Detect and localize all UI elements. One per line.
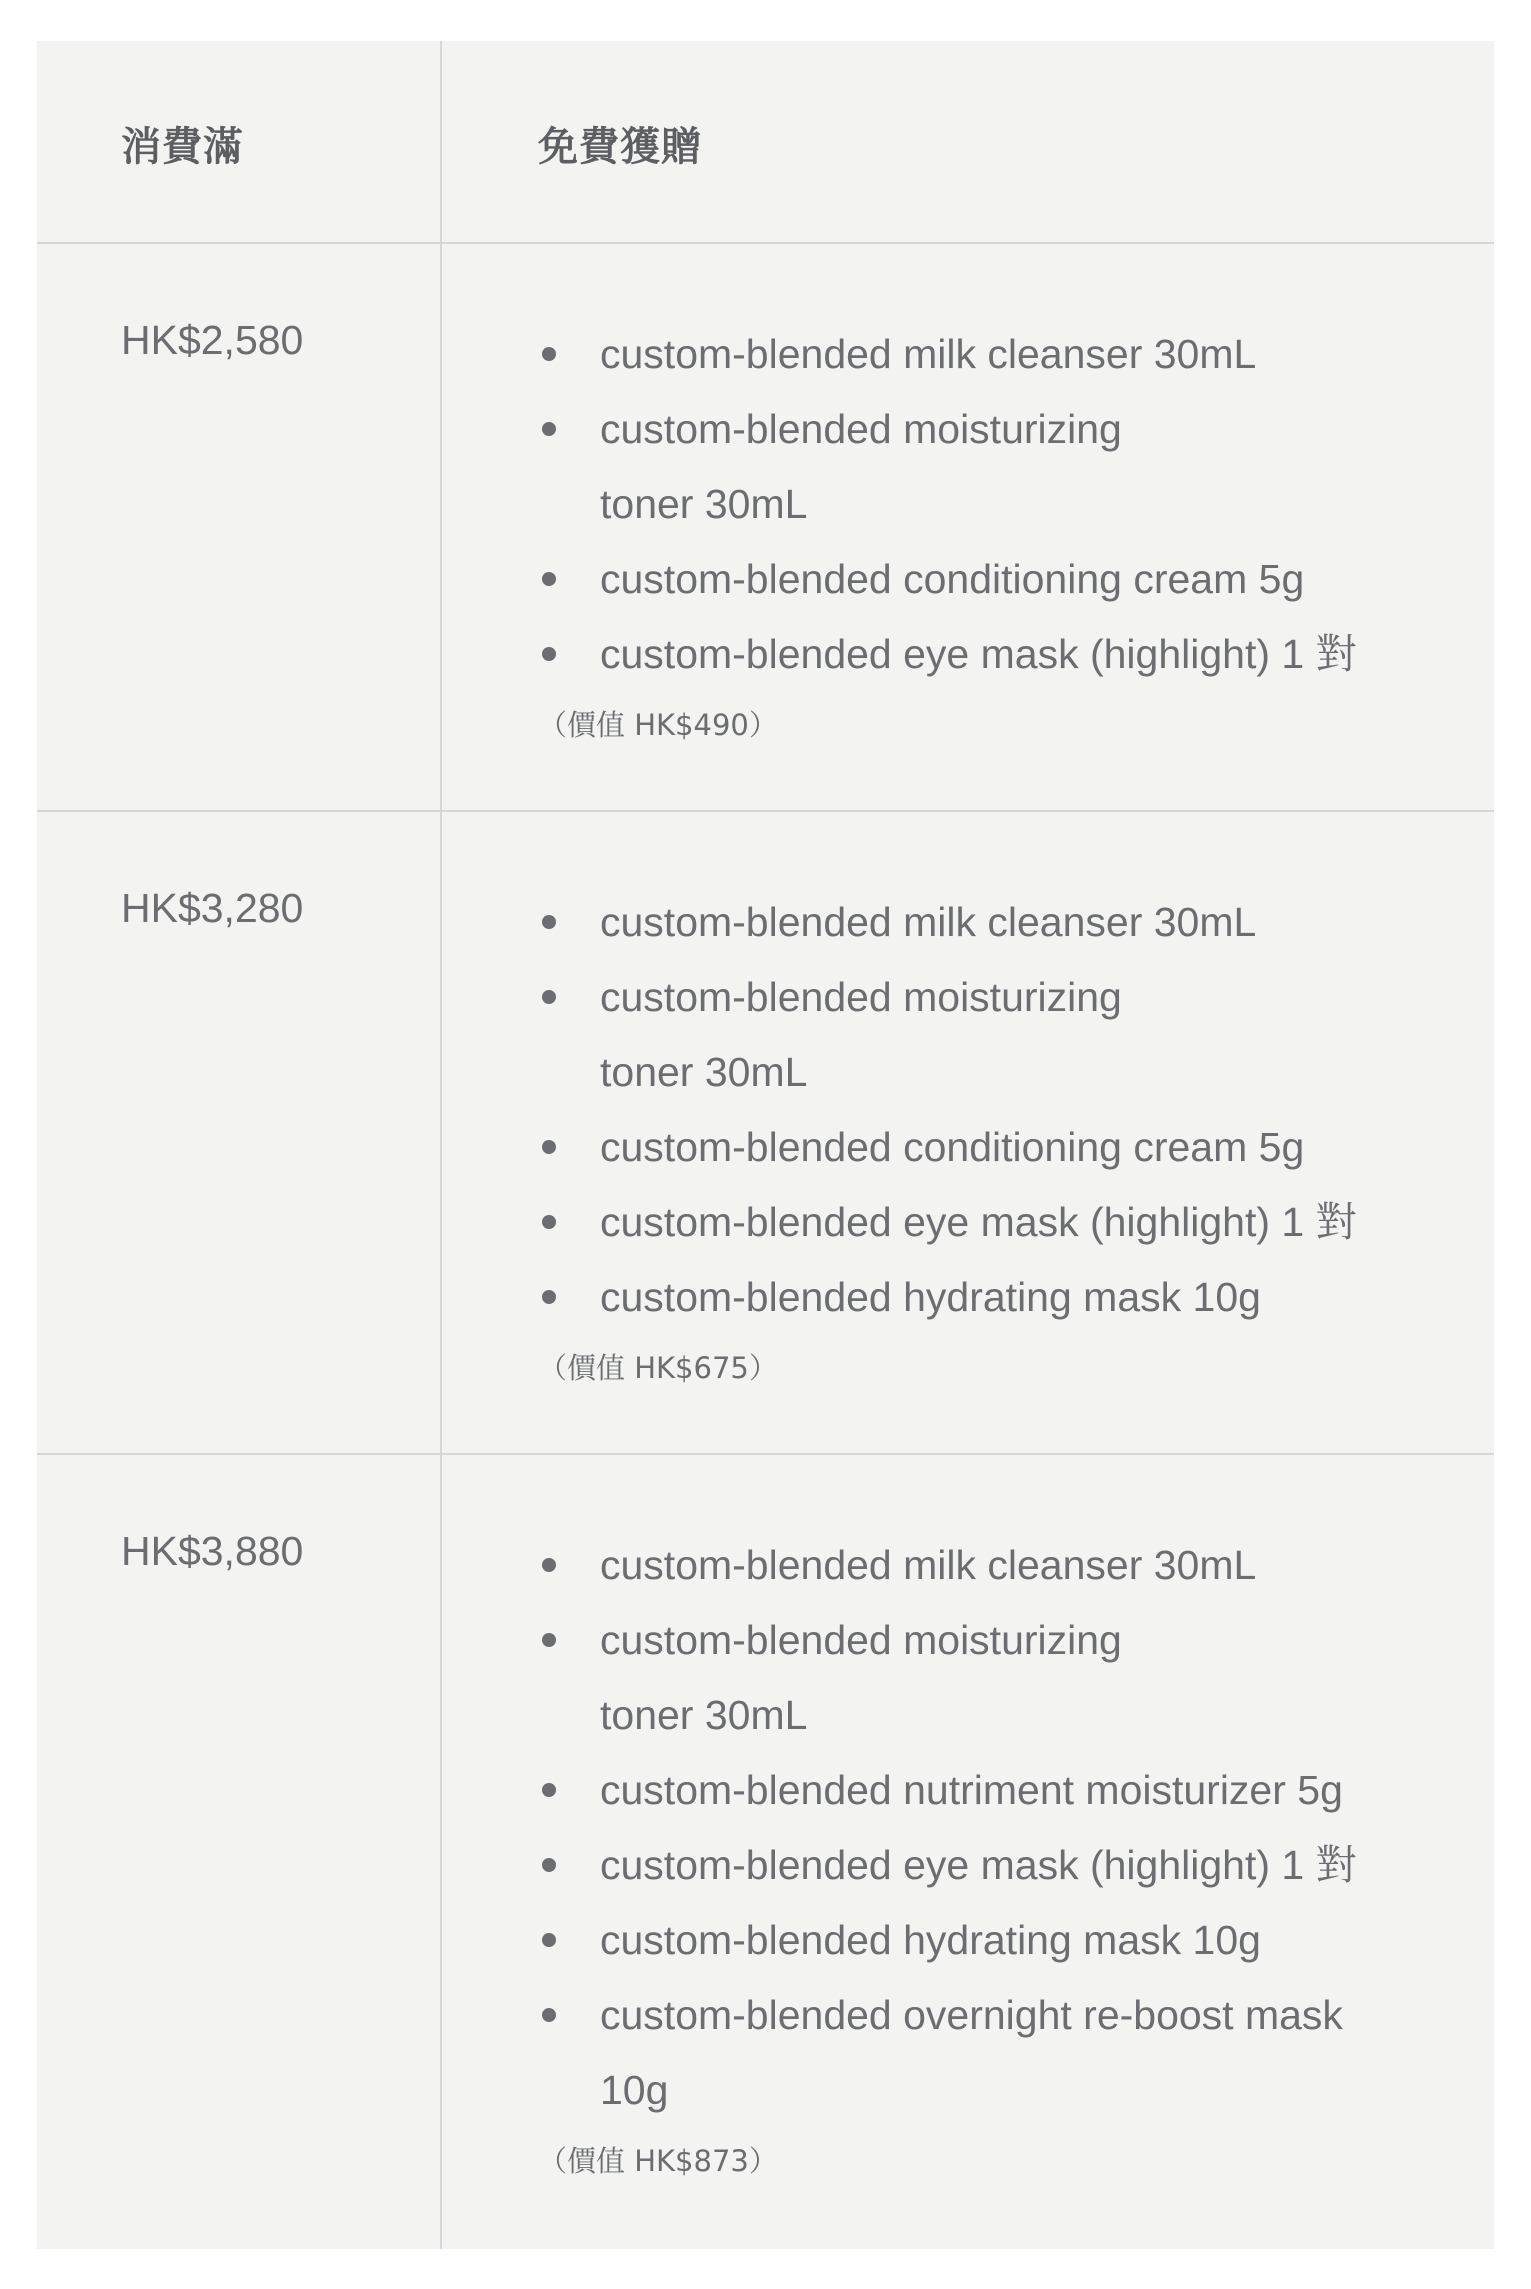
gift-item-text: custom-blended nutriment moisturizer 5g xyxy=(600,1767,1343,1813)
gift-item-text: custom-blended moisturizing toner 30mL xyxy=(600,406,1122,527)
tier-amount: HK$3,280 xyxy=(121,885,304,931)
list-item xyxy=(538,1260,1454,1335)
list-item xyxy=(538,617,1454,692)
gift-tier-table xyxy=(37,41,1494,2249)
gift-item-text: custom-blended overnight re-boost mask 10g xyxy=(600,1992,1343,2113)
list-item xyxy=(538,1603,1454,1753)
list-item xyxy=(538,1903,1454,1978)
bullet-icon xyxy=(542,647,556,661)
gift-item-text: custom-blended eye mask (highlight) 1 對 xyxy=(600,1199,1357,1245)
tier-amount: HK$2,580 xyxy=(121,317,304,363)
table-row xyxy=(37,244,1494,812)
gift-item-text: custom-blended eye mask (highlight) 1 對 xyxy=(600,1842,1357,1888)
tier-amount: HK$3,880 xyxy=(121,1528,304,1574)
list-item xyxy=(538,960,1454,1110)
tier-gift-cell xyxy=(442,812,1494,1453)
table-row xyxy=(37,812,1494,1455)
gift-value-note: （價值 HK$490） xyxy=(538,708,778,742)
gift-item-text: custom-blended hydrating mask 10g xyxy=(600,1917,1261,1963)
gift-item-text: custom-blended conditioning cream 5g xyxy=(600,1124,1305,1170)
header-gift: 免費獲贈 xyxy=(538,124,702,170)
table-header-row xyxy=(37,41,1494,244)
table-row xyxy=(37,1455,1494,2249)
gift-list xyxy=(538,885,1454,1335)
gift-item-text: custom-blended milk cleanser 30mL xyxy=(600,1542,1257,1588)
gift-item-text: custom-blended hydrating mask 10g xyxy=(600,1274,1261,1320)
list-item xyxy=(538,885,1454,960)
header-spend: 消費滿 xyxy=(37,41,442,242)
list-item xyxy=(538,392,1454,542)
list-item xyxy=(538,1753,1454,1828)
bullet-icon xyxy=(542,1558,556,1572)
bullet-icon xyxy=(542,915,556,929)
bullet-icon xyxy=(542,1140,556,1154)
tier-amount-cell xyxy=(37,244,442,810)
list-item xyxy=(538,317,1454,392)
bullet-icon xyxy=(542,1215,556,1229)
gift-item-text: custom-blended milk cleanser 30mL xyxy=(600,899,1257,945)
gift-item-text: custom-blended moisturizing toner 30mL xyxy=(600,974,1122,1095)
list-item xyxy=(538,542,1454,617)
list-item xyxy=(538,1978,1454,2128)
bullet-icon xyxy=(542,1933,556,1947)
list-item xyxy=(538,1528,1454,1603)
gift-value-note: （價值 HK$873） xyxy=(538,2144,778,2178)
list-item xyxy=(538,1185,1454,1260)
gift-list xyxy=(538,1528,1454,2128)
gift-item-text: custom-blended moisturizing toner 30mL xyxy=(600,1617,1122,1738)
tier-gift-cell xyxy=(442,1455,1494,2249)
bullet-icon xyxy=(542,2008,556,2022)
bullet-icon xyxy=(542,422,556,436)
bullet-icon xyxy=(542,1290,556,1304)
bullet-icon xyxy=(542,1633,556,1647)
bullet-icon xyxy=(542,1858,556,1872)
tier-gift-cell xyxy=(442,244,1494,810)
bullet-icon xyxy=(542,990,556,1004)
gift-item-text: custom-blended eye mask (highlight) 1 對 xyxy=(600,631,1357,677)
list-item xyxy=(538,1828,1454,1903)
gift-item-text: custom-blended conditioning cream 5g xyxy=(600,556,1305,602)
gift-list xyxy=(538,317,1454,692)
tier-amount-cell xyxy=(37,812,442,1453)
bullet-icon xyxy=(542,347,556,361)
tier-amount-cell xyxy=(37,1455,442,2249)
bullet-icon xyxy=(542,572,556,586)
bullet-icon xyxy=(542,1783,556,1797)
gift-item-text: custom-blended milk cleanser 30mL xyxy=(600,331,1257,377)
list-item xyxy=(538,1110,1454,1185)
gift-value-note: （價值 HK$675） xyxy=(538,1351,778,1385)
